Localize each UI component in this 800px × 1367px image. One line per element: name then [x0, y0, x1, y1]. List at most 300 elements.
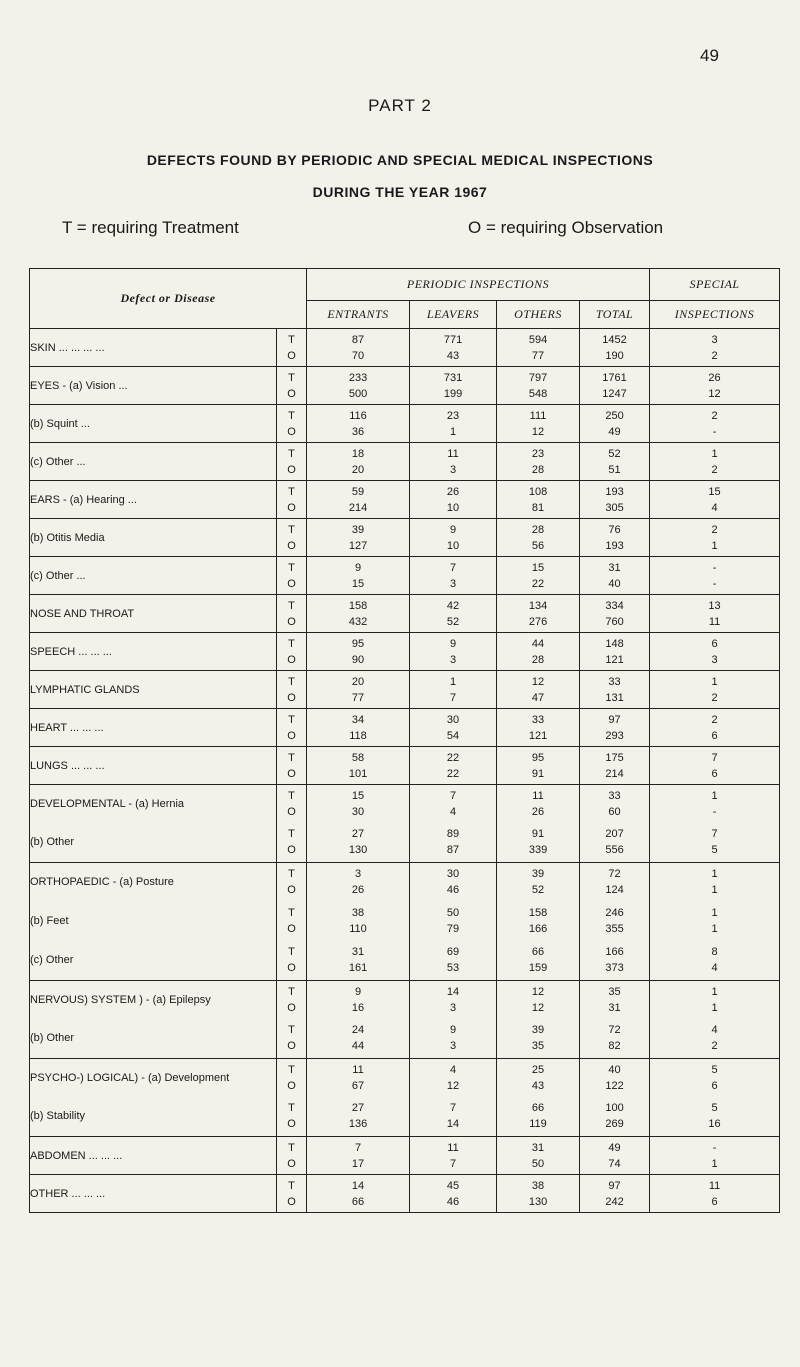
value-cell	[497, 1137, 580, 1175]
o-marker: O	[287, 387, 296, 400]
value-cell	[580, 901, 650, 941]
o-marker: O	[287, 1195, 296, 1208]
o-marker: O	[287, 691, 296, 704]
value-cell	[410, 901, 497, 941]
t-value: 14	[446, 985, 460, 998]
value-cell	[650, 901, 780, 941]
o-value: 214	[605, 767, 624, 780]
o-value: 121	[605, 653, 624, 666]
t-value: 1	[711, 867, 718, 880]
o-value: 3	[449, 653, 457, 666]
t-value: 22	[446, 751, 460, 764]
value-cell	[497, 823, 580, 863]
o-value: 373	[605, 962, 624, 975]
o-value: -	[712, 805, 717, 818]
t-value: 100	[605, 1102, 624, 1115]
t-value: 175	[605, 751, 624, 764]
value-cell	[580, 1019, 650, 1059]
to-markers	[277, 747, 307, 785]
row-label: ABDOMEN ... ... ...	[30, 1137, 277, 1175]
t-value: 2	[711, 409, 718, 422]
o-value: 4	[449, 805, 457, 818]
t-value: 33	[608, 789, 621, 802]
o-value: 548	[528, 387, 548, 400]
value-cell	[410, 1019, 497, 1059]
t-value: 27	[351, 828, 365, 841]
value-cell	[580, 367, 650, 405]
o-marker: O	[287, 615, 296, 628]
t-value: 9	[449, 1024, 457, 1037]
to-markers	[277, 557, 307, 595]
t-value: 39	[351, 523, 365, 536]
o-value: 3	[449, 1001, 457, 1014]
value-cell	[410, 595, 497, 633]
table-row	[30, 1137, 780, 1175]
header-periodic: PERIODIC INSPECTIONS	[307, 269, 650, 301]
o-value: 15	[351, 577, 365, 590]
t-marker: T	[288, 1024, 295, 1037]
row-label: (b) Other	[30, 823, 277, 863]
t-value: 42	[446, 599, 460, 612]
row-label: (c) Other	[30, 941, 277, 981]
o-value: 3	[449, 463, 457, 476]
t-value: 148	[605, 637, 624, 650]
row-label: SPEECH ... ... ...	[30, 633, 277, 671]
o-value: 355	[605, 922, 624, 935]
o-value: 91	[531, 767, 545, 780]
to-markers	[277, 1059, 307, 1097]
t-value: 25	[531, 1063, 545, 1076]
to-markers	[277, 709, 307, 747]
o-value: 1	[711, 1001, 718, 1014]
o-value: 6	[711, 729, 718, 742]
t-value: 2	[711, 713, 718, 726]
o-value: 10	[446, 539, 460, 552]
t-marker: T	[288, 906, 295, 919]
o-value: 305	[605, 501, 624, 514]
table-body	[30, 329, 780, 1213]
t-value: 49	[608, 1141, 621, 1154]
value-cell	[410, 405, 497, 443]
t-value: 1	[711, 789, 718, 802]
t-value: 69	[446, 946, 460, 959]
t-value: 7	[354, 1141, 362, 1154]
t-value: -	[712, 1141, 717, 1154]
o-value: -	[712, 425, 717, 438]
value-cell	[307, 901, 410, 941]
row-label: PSYCHO-) LOGICAL) - (a) Development	[30, 1059, 277, 1097]
o-marker: O	[287, 1040, 296, 1053]
value-cell	[497, 367, 580, 405]
o-value: 6	[711, 1079, 718, 1092]
value-cell	[497, 405, 580, 443]
t-value: 38	[531, 1179, 545, 1192]
t-value: 11	[532, 789, 544, 802]
t-value: 95	[351, 637, 365, 650]
o-value: 2	[711, 691, 718, 704]
value-cell	[410, 1137, 497, 1175]
t-value: 28	[531, 523, 545, 536]
value-cell	[497, 1175, 580, 1213]
value-cell	[307, 633, 410, 671]
value-cell	[580, 709, 650, 747]
o-value: 77	[351, 691, 365, 704]
t-value: 24	[351, 1024, 365, 1037]
value-cell	[410, 481, 497, 519]
o-marker: O	[287, 653, 296, 666]
value-cell	[650, 981, 780, 1019]
value-cell	[580, 557, 650, 595]
o-value: 127	[348, 539, 368, 552]
o-value: 12	[446, 1079, 460, 1092]
table-row	[30, 671, 780, 709]
t-value: 9	[449, 637, 457, 650]
t-value: 89	[446, 828, 460, 841]
t-value: 38	[351, 906, 365, 919]
o-value: 2	[711, 1040, 718, 1053]
t-value: 12	[531, 985, 545, 998]
o-value: 31	[608, 1001, 621, 1014]
header-special: SPECIAL	[650, 269, 780, 301]
table-title-line-2: DURING THE YEAR 1967	[312, 184, 488, 200]
o-value: 12	[708, 387, 721, 400]
t-value: 108	[528, 485, 548, 498]
o-value: 22	[531, 577, 545, 590]
o-marker: O	[287, 539, 296, 552]
row-label: NERVOUS) SYSTEM ) - (a) Epilepsy	[30, 981, 277, 1019]
value-cell	[497, 941, 580, 981]
o-value: 60	[608, 805, 621, 818]
o-value: 131	[605, 691, 624, 704]
value-cell	[410, 633, 497, 671]
to-markers	[277, 981, 307, 1019]
value-cell	[497, 1097, 580, 1137]
value-cell	[410, 941, 497, 981]
o-value: 3	[711, 653, 718, 666]
o-value: 7	[449, 1157, 457, 1170]
o-value: 293	[605, 729, 624, 742]
o-value: 556	[605, 844, 624, 857]
o-value: 159	[528, 962, 548, 975]
table-row	[30, 1097, 780, 1137]
value-cell	[650, 785, 780, 823]
t-marker: T	[288, 409, 295, 422]
value-cell	[307, 329, 410, 367]
value-cell	[650, 671, 780, 709]
o-value: 214	[348, 501, 368, 514]
o-value: 52	[531, 883, 545, 896]
table-row	[30, 633, 780, 671]
value-cell	[650, 1137, 780, 1175]
t-value: 1	[711, 906, 718, 919]
o-value: 432	[348, 615, 368, 628]
value-cell	[307, 367, 410, 405]
o-value: 339	[528, 844, 548, 857]
row-label: EARS - (a) Hearing ...	[30, 481, 277, 519]
o-value: 1247	[602, 387, 627, 400]
o-marker: O	[287, 577, 296, 590]
table-row	[30, 709, 780, 747]
t-value: 59	[351, 485, 365, 498]
t-value: 246	[605, 906, 624, 919]
header-others: OTHERS	[497, 301, 580, 329]
t-value: 31	[351, 946, 365, 959]
value-cell	[410, 519, 497, 557]
o-marker: O	[287, 729, 296, 742]
o-value: 43	[531, 1079, 545, 1092]
o-value: 124	[605, 883, 624, 896]
value-cell	[410, 671, 497, 709]
t-value: 26	[446, 485, 460, 498]
table-row	[30, 1019, 780, 1059]
o-marker: O	[287, 501, 296, 514]
t-value: 1761	[602, 371, 627, 384]
o-marker: O	[287, 1001, 296, 1014]
header-entrants: ENTRANTS	[307, 301, 410, 329]
value-cell	[580, 823, 650, 863]
t-value: 97	[608, 713, 621, 726]
value-cell	[307, 785, 410, 823]
t-value: 23	[446, 409, 460, 422]
t-value: 334	[605, 599, 624, 612]
value-cell	[497, 481, 580, 519]
o-value: 54	[446, 729, 460, 742]
t-value: 50	[446, 906, 460, 919]
value-cell	[307, 941, 410, 981]
t-marker: T	[288, 485, 295, 498]
o-marker: O	[287, 349, 296, 362]
t-value: 3	[354, 867, 362, 880]
value-cell	[650, 329, 780, 367]
value-cell	[307, 671, 410, 709]
t-value: 66	[531, 1102, 545, 1115]
o-marker: O	[287, 767, 296, 780]
t-value: 9	[449, 523, 457, 536]
t-value: 5	[711, 1102, 718, 1115]
value-cell	[580, 747, 650, 785]
o-marker: O	[287, 844, 296, 857]
t-value: 158	[348, 599, 368, 612]
o-value: 1	[711, 539, 718, 552]
value-cell	[497, 747, 580, 785]
o-value: 122	[605, 1079, 624, 1092]
t-marker: T	[288, 828, 295, 841]
t-value: 158	[528, 906, 548, 919]
value-cell	[580, 595, 650, 633]
table-row	[30, 519, 780, 557]
value-cell	[307, 519, 410, 557]
value-cell	[497, 1059, 580, 1097]
row-label: NOSE AND THROAT	[30, 595, 277, 633]
to-markers	[277, 405, 307, 443]
o-value: 67	[351, 1079, 365, 1092]
value-cell	[580, 481, 650, 519]
t-value: 3	[711, 333, 718, 346]
page-number: 49	[700, 46, 719, 65]
t-value: 15	[708, 485, 721, 498]
to-markers	[277, 633, 307, 671]
value-cell	[410, 1175, 497, 1213]
o-value: 56	[531, 539, 545, 552]
table-row	[30, 785, 780, 823]
o-value: 82	[608, 1040, 621, 1053]
t-value: 193	[605, 485, 624, 498]
t-marker: T	[288, 561, 295, 574]
table-row	[30, 941, 780, 981]
o-value: 130	[528, 1195, 548, 1208]
value-cell	[307, 481, 410, 519]
table-row	[30, 595, 780, 633]
o-value: 46	[446, 1195, 460, 1208]
value-cell	[650, 1019, 780, 1059]
t-marker: T	[288, 675, 295, 688]
t-value: 1	[711, 675, 718, 688]
value-cell	[410, 1059, 497, 1097]
o-value: 1	[711, 883, 718, 896]
o-value: 47	[531, 691, 545, 704]
t-marker: T	[288, 523, 295, 536]
table-row	[30, 329, 780, 367]
value-cell	[307, 1059, 410, 1097]
o-value: 193	[605, 539, 624, 552]
value-cell	[307, 863, 410, 901]
t-marker: T	[288, 1063, 295, 1076]
t-value: 6	[711, 637, 718, 650]
t-marker: T	[288, 599, 295, 612]
to-markers	[277, 863, 307, 901]
o-value: 121	[528, 729, 548, 742]
value-cell	[497, 595, 580, 633]
table-row	[30, 981, 780, 1019]
o-value: 74	[608, 1157, 621, 1170]
t-value: 87	[351, 333, 365, 346]
value-cell	[497, 981, 580, 1019]
t-value: 72	[608, 1024, 621, 1037]
to-markers	[277, 941, 307, 981]
table-row	[30, 481, 780, 519]
t-value: 7	[711, 828, 718, 841]
table-row	[30, 1059, 780, 1097]
o-value: 760	[605, 615, 624, 628]
to-markers	[277, 1097, 307, 1137]
value-cell	[650, 557, 780, 595]
o-value: 28	[531, 463, 545, 476]
o-value: 70	[351, 349, 365, 362]
t-marker: T	[288, 447, 295, 460]
t-value: 15	[531, 561, 545, 574]
to-markers	[277, 519, 307, 557]
t-value: 23	[531, 447, 545, 460]
value-cell	[650, 633, 780, 671]
t-marker: T	[288, 751, 295, 764]
value-cell	[650, 823, 780, 863]
row-label: SKIN ... ... ... ...	[30, 329, 277, 367]
o-value: 16	[708, 1118, 721, 1131]
header-leavers: LEAVERS	[410, 301, 497, 329]
row-label: HEART ... ... ...	[30, 709, 277, 747]
o-value: 130	[348, 844, 368, 857]
value-cell	[580, 405, 650, 443]
value-cell	[307, 443, 410, 481]
o-value: 36	[351, 425, 365, 438]
o-value: 28	[531, 653, 545, 666]
o-value: 1	[711, 922, 718, 935]
o-value: 166	[528, 922, 548, 935]
t-value: 250	[605, 409, 624, 422]
row-label: (c) Other ...	[30, 443, 277, 481]
o-value: 1	[711, 1157, 718, 1170]
t-value: 12	[531, 675, 545, 688]
t-value: 1	[711, 447, 718, 460]
t-marker: T	[288, 867, 295, 880]
t-value: 1	[711, 985, 718, 998]
o-value: 30	[351, 805, 365, 818]
to-markers	[277, 1019, 307, 1059]
o-value: 118	[349, 729, 367, 742]
o-value: 14	[446, 1118, 460, 1131]
value-cell	[307, 1019, 410, 1059]
o-value: 6	[711, 767, 718, 780]
table-row	[30, 557, 780, 595]
o-value: 242	[605, 1195, 624, 1208]
row-label: DEVELOPMENTAL - (a) Hernia	[30, 785, 277, 823]
value-cell	[497, 863, 580, 901]
o-value: 26	[351, 883, 365, 896]
value-cell	[497, 329, 580, 367]
t-value: 97	[608, 1179, 621, 1192]
o-marker: O	[287, 425, 296, 438]
t-value: 14	[351, 1179, 365, 1192]
t-value: 33	[531, 713, 545, 726]
t-marker: T	[288, 713, 295, 726]
o-value: 17	[351, 1157, 365, 1170]
t-value: 44	[531, 637, 545, 650]
o-value: 35	[531, 1040, 545, 1053]
t-value: 4	[449, 1063, 457, 1076]
value-cell	[580, 443, 650, 481]
t-value: 66	[531, 946, 545, 959]
value-cell	[497, 785, 580, 823]
value-cell	[580, 1059, 650, 1097]
value-cell	[650, 367, 780, 405]
o-value: 49	[608, 425, 621, 438]
t-value: 40	[608, 1063, 621, 1076]
t-value: 7	[449, 561, 457, 574]
t-marker: T	[288, 371, 295, 384]
o-marker: O	[287, 463, 296, 476]
value-cell	[650, 747, 780, 785]
value-cell	[497, 557, 580, 595]
t-value: 7	[449, 1102, 457, 1115]
value-cell	[497, 519, 580, 557]
t-value: 58	[351, 751, 365, 764]
table-row	[30, 747, 780, 785]
value-cell	[307, 981, 410, 1019]
table-row	[30, 901, 780, 941]
key-observation: O = requiring Observation	[468, 218, 664, 237]
t-marker: T	[288, 985, 295, 998]
o-value: 26	[531, 805, 545, 818]
to-markers	[277, 595, 307, 633]
t-value: 27	[351, 1102, 365, 1115]
o-value: 500	[348, 387, 368, 400]
value-cell	[410, 823, 497, 863]
value-cell	[580, 1137, 650, 1175]
value-cell	[580, 671, 650, 709]
value-cell	[410, 981, 497, 1019]
value-cell	[410, 785, 497, 823]
row-label: (b) Squint ...	[30, 405, 277, 443]
